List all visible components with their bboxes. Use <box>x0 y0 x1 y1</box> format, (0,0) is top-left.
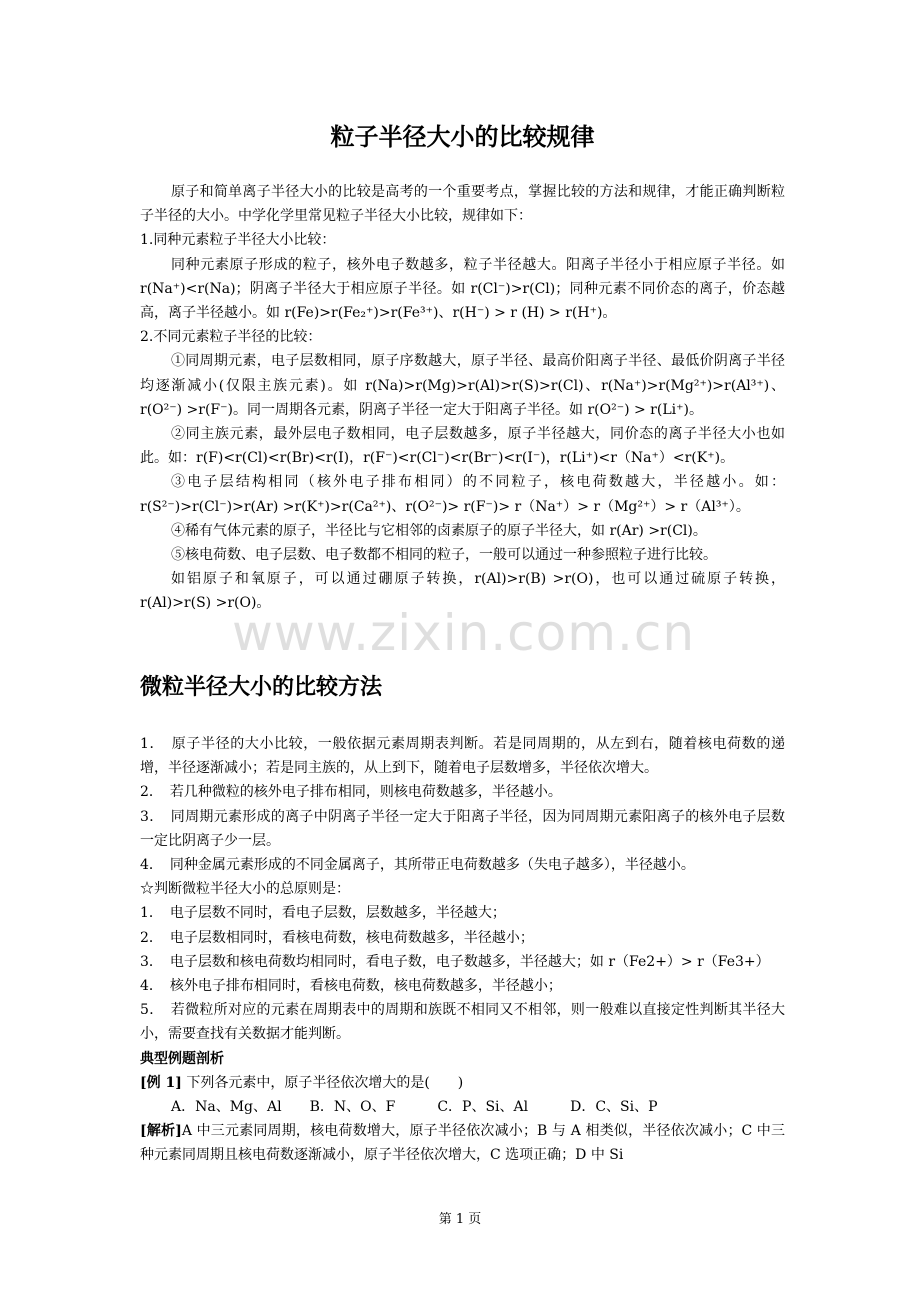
document-title: 粒子半径大小的比较规律 <box>330 123 595 151</box>
principle-item-1: 1． 电子层数不同时，看电子层数，层数越多，半径越大； <box>140 905 506 922</box>
method-item-3: 3． 同周期元素形成的离子中阴离子半径一定大于阳离子半径，因为同周期元素阳离子的核外电子层数一定比阴离子少一层。 <box>140 808 785 849</box>
analysis-text: A 中三元素同周期，核电荷数增大，原子半径依次减小；B 与 A 相类似，半径依次减小；C 中三种元素同周期且核电荷数逐渐减小，原子半径依次增大，C 选项正确；D 中 Si <box>140 1123 785 1164</box>
section-title-methods: 微粒半径大小的比较方法 <box>140 675 383 700</box>
analysis-label: [解析] <box>140 1123 182 1140</box>
principle-item-5: 5． 若微粒所对应的元素在周期表中的周期和族既不相同又不相邻，则一般难以直接定性判断其半径大小，需要查找有关数据才能判断。 <box>140 1002 785 1043</box>
page-number: 第 1 页 <box>438 1212 482 1227</box>
example-question-text: 下列各元素中，原子半径依次增大的是( ) <box>186 1074 464 1091</box>
section-methods <box>140 732 785 1168</box>
example-question <box>140 1071 785 1095</box>
rule-2-item-5: ⑤核电荷数、电子层数、电子数都不相同的粒子，一般可以通过一种参照粒子进行比较。 <box>171 547 717 564</box>
rule-1-paragraph: 同种元素原子形成的粒子，核外电子数越多，粒子半径越大。阳离子半径小于相应原子半径。如 r(Na⁺)<r(Na)；阴离子半径大于相应原子半径。如 r(Cl⁻)>r(Cl)；同种元素不同价态的离子，价态越高，离子半径越小。如 r(Fe)>r(Fe₂⁺)>r(Fe³⁺)、r(H⁻) > r (H) > r(H⁺)。 <box>140 256 785 322</box>
rule-2-item-3: ③电子层结构相同（核外电子排布相同）的不同粒子，核电荷数越大，半径越小。如：r(S²⁻)>r(Cl⁻)>r(Ar) >r(K⁺)>r(Ca²⁺)、r(O²⁻)> r(F⁻)> r（Na⁺）> r（Mg²⁺）> r（Al³⁺）。 <box>140 474 785 515</box>
example-heading: 典型例题剖析 <box>140 1050 224 1067</box>
example-analysis <box>140 1119 785 1167</box>
principle-item-3: 3． 电子层数和核电荷数均相同时，看电子数，电子数越多，半径越大；如 r（Fe2+）> r（Fe3+） <box>140 953 770 970</box>
rule-heading-2: 2.不同元素粒子半径的比较： <box>140 329 322 346</box>
rule-2-example: 如铝原子和氧原子，可以通过硼原子转换，r(Al)>r(B) >r(O)，也可以通过硫原子转换，r(Al)>r(S) >r(O)。 <box>140 571 785 612</box>
rule-2-item-1: ①同周期元素，电子层数相同，原子序数越大，原子半径、最高价阳离子半径、最低价阴离子半径均逐渐减小(仅限主族元素)。如 r(Na)>r(Mg)>r(Al)>r(S)>r(Cl)、r(Na⁺)>r(Mg²⁺)>r(Al³⁺)、r(O²⁻) >r(F⁻)。同一周期各元素，阴离子半径一定大于阳离子半径。如 r(O²⁻) > r(Li⁺)。 <box>140 353 785 418</box>
rule-heading-1: 1.同种元素粒子半径大小比较： <box>140 232 336 249</box>
example-options: A．Na、Mg、Al B．N、O、F C．P、Si、Al D．C、Si、P <box>171 1099 658 1116</box>
section-rules <box>140 180 785 616</box>
rule-2-item-4: ④稀有气体元素的原子，半径比与它相邻的卤素原子的原子半径大，如 r(Ar) >r(Cl)。 <box>171 522 707 539</box>
method-item-2: 2． 若几种微粒的核外电子排布相同，则核电荷数越多，半径越小。 <box>140 784 562 801</box>
principle-heading: ☆判断微粒半径大小的总原则是： <box>140 881 350 898</box>
method-item-4: 4． 同种金属元素形成的不同金属离子，其所带正电荷数越多（失电子越多），半径越小。 <box>140 857 695 874</box>
watermark: www.zixin.com.cn <box>232 604 696 662</box>
intro-paragraph: 原子和简单离子半径大小的比较是高考的一个重要考点，掌握比较的方法和规律，才能正确判断粒子半径的大小。中学化学里常见粒子半径大小比较，规律如下： <box>140 184 785 225</box>
principle-item-2: 2． 电子层数相同时，看核电荷数，核电荷数越多，半径越小； <box>140 929 534 946</box>
principle-item-4: 4． 核外电子排布相同时，看核电荷数，核电荷数越多，半径越小； <box>140 978 562 995</box>
rule-2-item-2: ②同主族元素，最外层电子数相同，电子层数越多，原子半径越大，同价态的离子半径大小也如此。如：r(F)<r(Cl)<r(Br)<r(I)，r(F⁻)<r(Cl⁻)<r(Br⁻)<r(I⁻)，r(Li⁺)<r（Na⁺）<r(K⁺)。 <box>140 426 785 467</box>
example-label: [例 1] <box>140 1074 182 1091</box>
method-item-1: 1． 原子半径的大小比较，一般依据元素周期表判断。若是同周期的，从左到右，随着核电荷数的递增，半径逐渐减小；若是同主族的，从上到下，随着电子层数增多，半径依次增大。 <box>140 736 785 777</box>
